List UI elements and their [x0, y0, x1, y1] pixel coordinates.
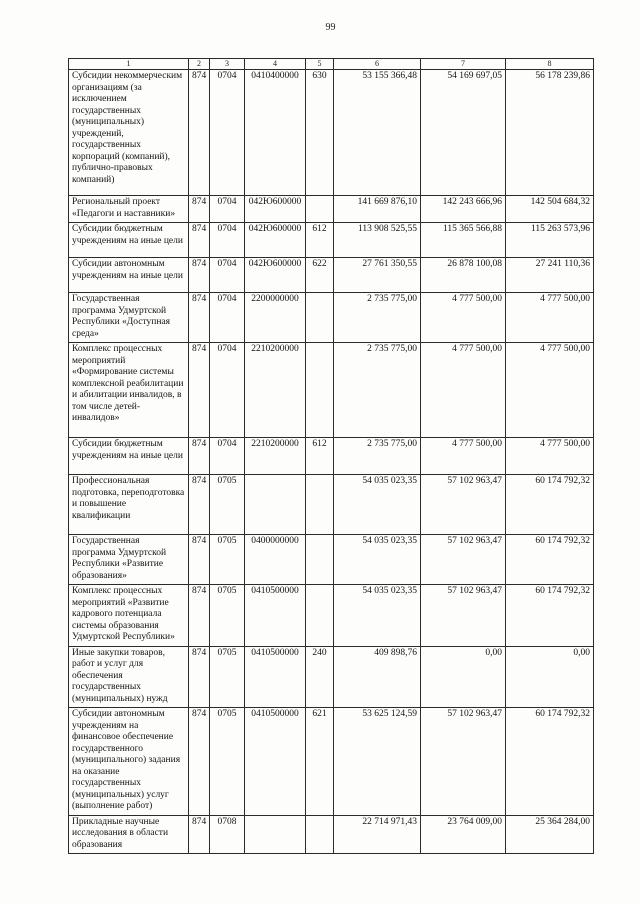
table-cell: 874 — [189, 535, 210, 585]
table-cell: 0704 — [210, 70, 245, 196]
table-cell: 54 035 023,35 — [334, 535, 421, 585]
table-header — [69, 59, 594, 70]
table-cell: 0705 — [210, 535, 245, 585]
table-cell: 0705 — [210, 646, 245, 708]
table-cell: 2 735 775,00 — [334, 343, 421, 438]
table-cell: 57 102 963,47 — [421, 475, 506, 535]
table-cell: 4 777 500,00 — [506, 293, 594, 343]
table-cell: Субсидии автономным учреждениям на финансовое обеспечение государственного (муниципального) задания на оказание государственных (муниципальных) услуг (выполнение работ) — [69, 708, 189, 816]
table-row — [69, 293, 594, 343]
table-cell: 60 174 792,32 — [506, 585, 594, 647]
table-cell: 0704 — [210, 258, 245, 293]
table-row — [69, 196, 594, 223]
table-cell: 0,00 — [421, 646, 506, 708]
table-cell: 874 — [189, 258, 210, 293]
table-cell — [306, 815, 334, 854]
table-cell: Субсидии некоммерческим организациям (за исключением государственных (муниципальных) учреждений, государственных корпораций (компаний), публично-правовых компаний) — [69, 70, 189, 196]
table-cell: 409 898,76 — [334, 646, 421, 708]
table-cell: 2200000000 — [245, 293, 306, 343]
column-header: 5 — [306, 59, 334, 70]
table-row — [69, 475, 594, 535]
page-number: 99 — [325, 22, 336, 33]
table-cell: 60 174 792,32 — [506, 708, 594, 816]
table-cell: 115 263 573,96 — [506, 223, 594, 258]
table-cell: 2 735 775,00 — [334, 438, 421, 475]
table-cell: 612 — [306, 438, 334, 475]
table-cell: 142 504 684,32 — [506, 196, 594, 223]
table-cell: 57 102 963,47 — [421, 708, 506, 816]
table-cell: 4 777 500,00 — [421, 343, 506, 438]
table-cell: 2210200000 — [245, 343, 306, 438]
budget-table — [68, 58, 594, 854]
table-cell: 630 — [306, 70, 334, 196]
table-cell — [245, 815, 306, 854]
table-cell: 0704 — [210, 343, 245, 438]
table-cell: 57 102 963,47 — [421, 585, 506, 647]
table-cell: Региональный проект «Педагоги и наставники» — [69, 196, 189, 223]
table-row — [69, 535, 594, 585]
table-cell: Комплекс процессных мероприятий «Формирование системы комплексной реабилитации и абилитации инвалидов, в том числе детей-инвалидов» — [69, 343, 189, 438]
table-cell: 4 777 500,00 — [506, 438, 594, 475]
table-cell: 0704 — [210, 196, 245, 223]
table-cell: 4 777 500,00 — [421, 438, 506, 475]
column-header: 4 — [245, 59, 306, 70]
table-cell: 0410500000 — [245, 708, 306, 816]
table-cell: 042Ю600000 — [245, 223, 306, 258]
table-cell: 54 035 023,35 — [334, 475, 421, 535]
column-header: 7 — [421, 59, 506, 70]
table-cell: 874 — [189, 585, 210, 647]
table-cell: 2210200000 — [245, 438, 306, 475]
table-row — [69, 70, 594, 196]
table-row — [69, 343, 594, 438]
table-cell: 042Ю600000 — [245, 196, 306, 223]
table-row — [69, 438, 594, 475]
table-cell: 0708 — [210, 815, 245, 854]
table-cell: Прикладные научные исследования в области образования — [69, 815, 189, 854]
table-cell — [306, 585, 334, 647]
table-cell: 0704 — [210, 223, 245, 258]
table-cell: 142 243 666,96 — [421, 196, 506, 223]
column-header: 8 — [506, 59, 594, 70]
table-cell: 22 714 971,43 — [334, 815, 421, 854]
table-cell: 874 — [189, 646, 210, 708]
table-cell: 874 — [189, 70, 210, 196]
column-header: 1 — [69, 59, 189, 70]
table-cell: Профессиональная подготовка, переподготовка и повышение квалификации — [69, 475, 189, 535]
table-cell: 25 364 284,00 — [506, 815, 594, 854]
table-cell: 0,00 — [506, 646, 594, 708]
table-cell: 57 102 963,47 — [421, 535, 506, 585]
table-cell: Государственная программа Удмуртской Республики «Развитие образования» — [69, 535, 189, 585]
table-row — [69, 223, 594, 258]
table-cell: 042Ю600000 — [245, 258, 306, 293]
table-header-row — [69, 59, 594, 70]
table-cell: Субсидии бюджетным учреждениям на иные цели — [69, 223, 189, 258]
table-cell: 874 — [189, 475, 210, 535]
table-cell: 54 035 023,35 — [334, 585, 421, 647]
table-cell: 0704 — [210, 293, 245, 343]
table-body — [69, 70, 594, 854]
table-cell: 0704 — [210, 438, 245, 475]
table-cell: 23 764 009,00 — [421, 815, 506, 854]
table-cell: 115 365 566,88 — [421, 223, 506, 258]
table-cell: 874 — [189, 196, 210, 223]
table-row — [69, 258, 594, 293]
table-cell: 4 777 500,00 — [506, 343, 594, 438]
table-cell: Государственная программа Удмуртской Республики «Доступная среда» — [69, 293, 189, 343]
table-cell: 0410400000 — [245, 70, 306, 196]
table-cell: 0410500000 — [245, 585, 306, 647]
table-cell: 874 — [189, 815, 210, 854]
table-cell: 874 — [189, 293, 210, 343]
table-cell: 113 908 525,55 — [334, 223, 421, 258]
table-cell: 240 — [306, 646, 334, 708]
table-cell: 56 178 239,86 — [506, 70, 594, 196]
table-cell: 622 — [306, 258, 334, 293]
table-cell: 53 155 366,48 — [334, 70, 421, 196]
table-cell: 2 735 775,00 — [334, 293, 421, 343]
table-cell — [245, 475, 306, 535]
table-cell: 60 174 792,32 — [506, 535, 594, 585]
table-cell: 874 — [189, 343, 210, 438]
table-cell: Комплекс процессных мероприятий «Развитие кадрового потенциала системы образования Удмуртской Республики» — [69, 585, 189, 647]
table-cell: 874 — [189, 438, 210, 475]
column-header: 6 — [334, 59, 421, 70]
table-row — [69, 585, 594, 647]
table-cell — [306, 196, 334, 223]
table-cell: 0410500000 — [245, 646, 306, 708]
table-cell: 0705 — [210, 475, 245, 535]
table-cell: 4 777 500,00 — [421, 293, 506, 343]
table-cell: 60 174 792,32 — [506, 475, 594, 535]
table-cell: 141 669 876,10 — [334, 196, 421, 223]
table-cell — [306, 343, 334, 438]
column-header: 2 — [189, 59, 210, 70]
table-row — [69, 646, 594, 708]
table-cell — [306, 293, 334, 343]
table-cell: 0400000000 — [245, 535, 306, 585]
column-header: 3 — [210, 59, 245, 70]
table-row — [69, 708, 594, 816]
table-row — [69, 815, 594, 854]
table-cell: 874 — [189, 223, 210, 258]
table-cell — [306, 535, 334, 585]
table-cell: 53 625 124,59 — [334, 708, 421, 816]
table-cell: 874 — [189, 708, 210, 816]
table-cell: 0705 — [210, 585, 245, 647]
table-cell: 0705 — [210, 708, 245, 816]
table-cell: 27 761 350,55 — [334, 258, 421, 293]
table-cell: Субсидии автономным учреждениям на иные цели — [69, 258, 189, 293]
table-cell: 612 — [306, 223, 334, 258]
table-cell: Иные закупки товаров, работ и услуг для обеспечения государственных (муниципальных) нужд — [69, 646, 189, 708]
table-cell: 621 — [306, 708, 334, 816]
table-cell: 54 169 697,05 — [421, 70, 506, 196]
table-cell: Субсидии бюджетным учреждениям на иные цели — [69, 438, 189, 475]
table-cell — [306, 475, 334, 535]
table-cell: 26 878 100,08 — [421, 258, 506, 293]
table-cell: 27 241 110,36 — [506, 258, 594, 293]
